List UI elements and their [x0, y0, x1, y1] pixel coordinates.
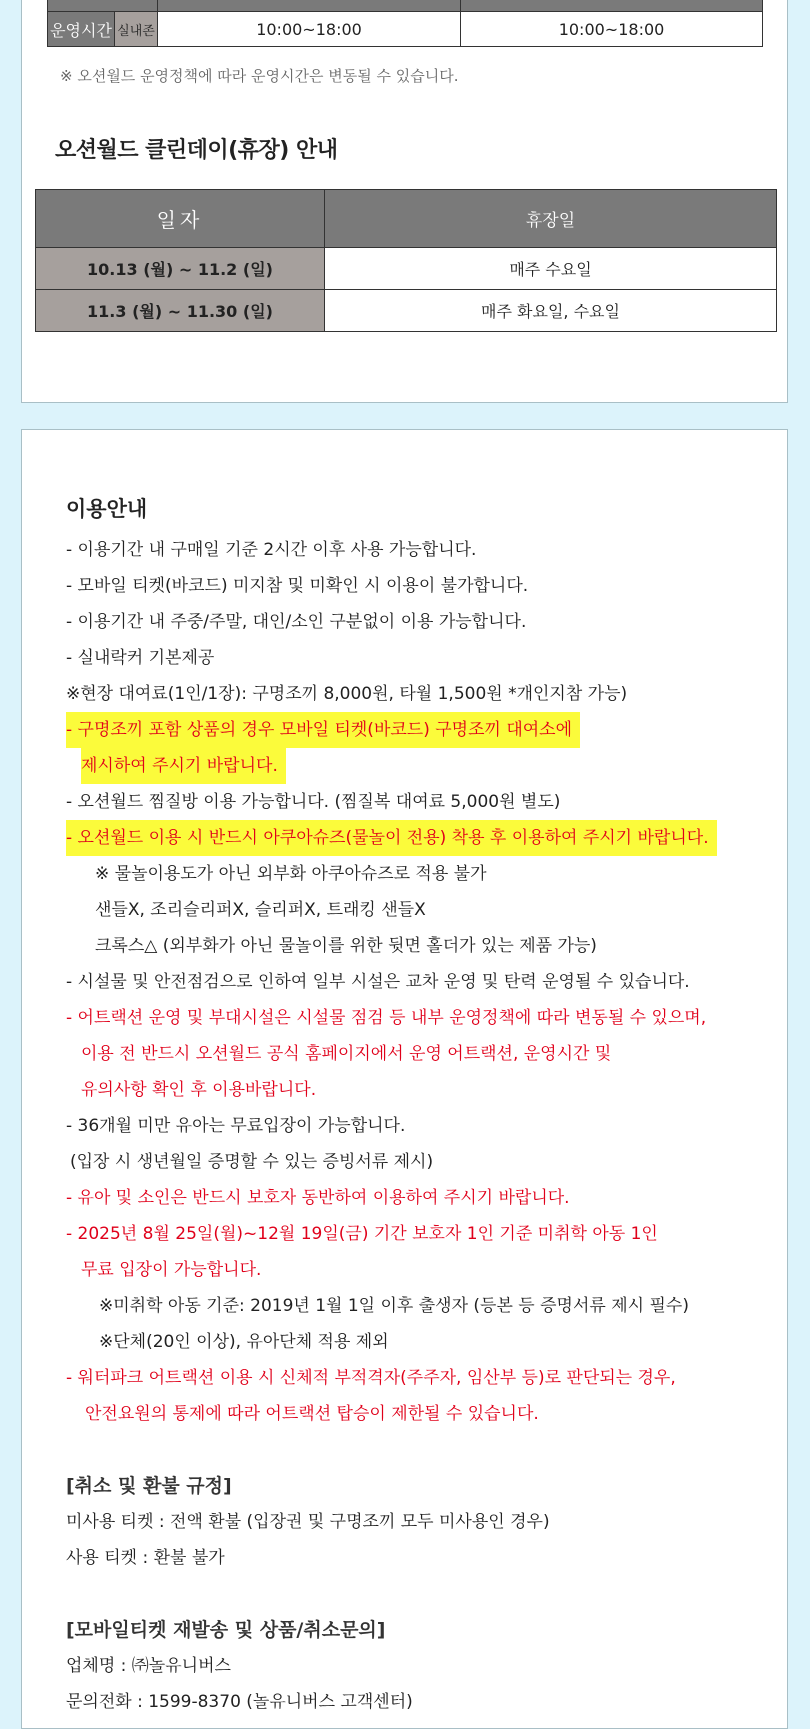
- table-row: [36, 290, 777, 332]
- usage-info-section: [66, 492, 766, 1720]
- refund-line: 미사용 티켓 : 전액 환불 (입장권 및 구명조끼 모두 미사용인 경우): [66, 1512, 550, 1532]
- hours-header-right: [461, 0, 763, 12]
- highlighted-text: - 구명조끼 포함 상품의 경우 모바일 티켓(바코드) 구명조끼 대여소에: [66, 712, 580, 748]
- clean-day-date: 10.13 (월) ~ 11.2 (일): [36, 248, 325, 290]
- info-line: ※미취학 아동 기준: 2019년 1월 1일 이후 출생자 (등본 등 증명서류 제시 필수): [99, 1296, 689, 1316]
- info-line: ※현장 대여료(1인/1장): 구명조끼 8,000원, 타월 1,500원 *개인지참 가능): [66, 684, 628, 704]
- clean-day-header-row: [36, 190, 777, 248]
- hours-header-left: [158, 0, 461, 12]
- clean-day-date: 11.3 (월) ~ 11.30 (일): [36, 290, 325, 332]
- hours-time-right: 10:00~18:00: [461, 12, 763, 47]
- info-line: - 실내락커 기본제공: [66, 648, 215, 668]
- info-line-alert: - 어트랙션 운영 및 부대시설은 시설물 점검 등 내부 운영정책에 따라 변동될 수 있으며,: [66, 1008, 707, 1028]
- operating-info-card: [21, 0, 788, 403]
- spacer: [66, 1576, 766, 1612]
- contact-title: [모바일티켓 재발송 및 상품/취소문의]: [66, 1619, 386, 1641]
- hours-time-left: 10:00~18:00: [158, 12, 461, 47]
- info-line: - 모바일 티켓(바코드) 미지참 및 미확인 시 이용이 불가합니다.: [66, 576, 529, 596]
- info-line: ※ 물놀이용도가 아닌 외부화 아쿠아슈즈로 적용 불가: [95, 864, 487, 884]
- hours-header-blank: [48, 0, 158, 12]
- spacer: [66, 1432, 766, 1468]
- info-line: 크록스△ (외부화가 아닌 물놀이를 위한 뒷면 홀더가 있는 제품 가능): [95, 936, 597, 956]
- info-line: - 36개월 미만 유아는 무료입장이 가능합니다.: [66, 1116, 406, 1136]
- table-row: [36, 248, 777, 290]
- info-line: - 오션월드 찜질방 이용 가능합니다. (찜질복 대여료 5,000원 별도): [66, 792, 561, 812]
- info-line-highlight: [66, 712, 766, 748]
- operating-hours-table: [47, 0, 763, 47]
- clean-day-closed: 매주 화요일, 수요일: [325, 290, 777, 332]
- hours-label: 운영시간: [48, 12, 115, 47]
- info-line-alert: - 워터파크 어트랙션 이용 시 신체적 부적격자(주주자, 임산부 등)로 판단되는 경우,: [66, 1368, 676, 1388]
- clean-day-title: 오션월드 클린데이(휴장) 안내: [55, 138, 338, 163]
- info-line-alert: 안전요원의 통제에 따라 어트랙션 탑승이 제한될 수 있습니다.: [85, 1404, 539, 1424]
- info-line-alert: 무료 입장이 가능합니다.: [81, 1260, 262, 1280]
- info-line: (입장 시 생년월일 증명할 수 있는 증빙서류 제시): [70, 1152, 434, 1172]
- contact-phone: 문의전화 : 1599-8370 (놀유니버스 고객센터): [66, 1692, 413, 1712]
- info-line: - 이용기간 내 주중/주말, 대인/소인 구분없이 이용 가능합니다.: [66, 612, 527, 632]
- clean-day-closed: 매주 수요일: [325, 248, 777, 290]
- info-line-alert: - 2025년 8월 25일(월)~12월 19일(금) 기간 보호자 1인 기준 미취학 아동 1인: [66, 1224, 658, 1244]
- info-line: ※단체(20인 이상), 유아단체 적용 제외: [99, 1332, 389, 1352]
- contact-company: 업체명 : ㈜놀유니버스: [66, 1656, 231, 1676]
- highlighted-text: - 오션월드 이용 시 반드시 아쿠아슈즈(물놀이 전용) 착용 후 이용하여 주시기 바랍니다.: [66, 820, 717, 856]
- hours-header-row: [48, 0, 763, 12]
- info-line-alert: 유의사항 확인 후 이용바랍니다.: [81, 1080, 317, 1100]
- hours-zone: 실내존: [115, 12, 158, 47]
- info-line: 샌들X, 조리슬리퍼X, 슬리퍼X, 트래킹 샌들X: [95, 900, 426, 920]
- info-line-highlight: [66, 820, 766, 856]
- info-line: - 이용기간 내 구매일 기준 2시간 이후 사용 가능합니다.: [66, 540, 477, 560]
- info-line: - 시설물 및 안전점검으로 인하여 일부 시설은 교차 운영 및 탄력 운영될 수 있습니다.: [66, 972, 690, 992]
- info-line-alert: 이용 전 반드시 오션월드 공식 홈페이지에서 운영 어트랙션, 운영시간 및: [81, 1044, 612, 1064]
- info-line-alert: - 유아 및 소인은 반드시 보호자 동반하여 이용하여 주시기 바랍니다.: [66, 1188, 570, 1208]
- hours-note: ※ 오션월드 운영정책에 따라 운영시간은 변동될 수 있습니다.: [60, 67, 459, 85]
- usage-info-title: 이용안내: [66, 497, 148, 521]
- hours-row: [48, 12, 763, 47]
- info-line-highlight: [66, 748, 766, 784]
- clean-day-col-date: 일자: [36, 190, 325, 248]
- clean-day-table: [35, 189, 777, 332]
- highlighted-text: 제시하여 주시기 바랍니다.: [81, 748, 286, 784]
- refund-policy-title: [취소 및 환불 규정]: [66, 1475, 232, 1497]
- refund-line: 사용 티켓 : 환불 불가: [66, 1548, 225, 1568]
- clean-day-col-closed: 휴장일: [325, 190, 777, 248]
- usage-info-card: [21, 429, 788, 1729]
